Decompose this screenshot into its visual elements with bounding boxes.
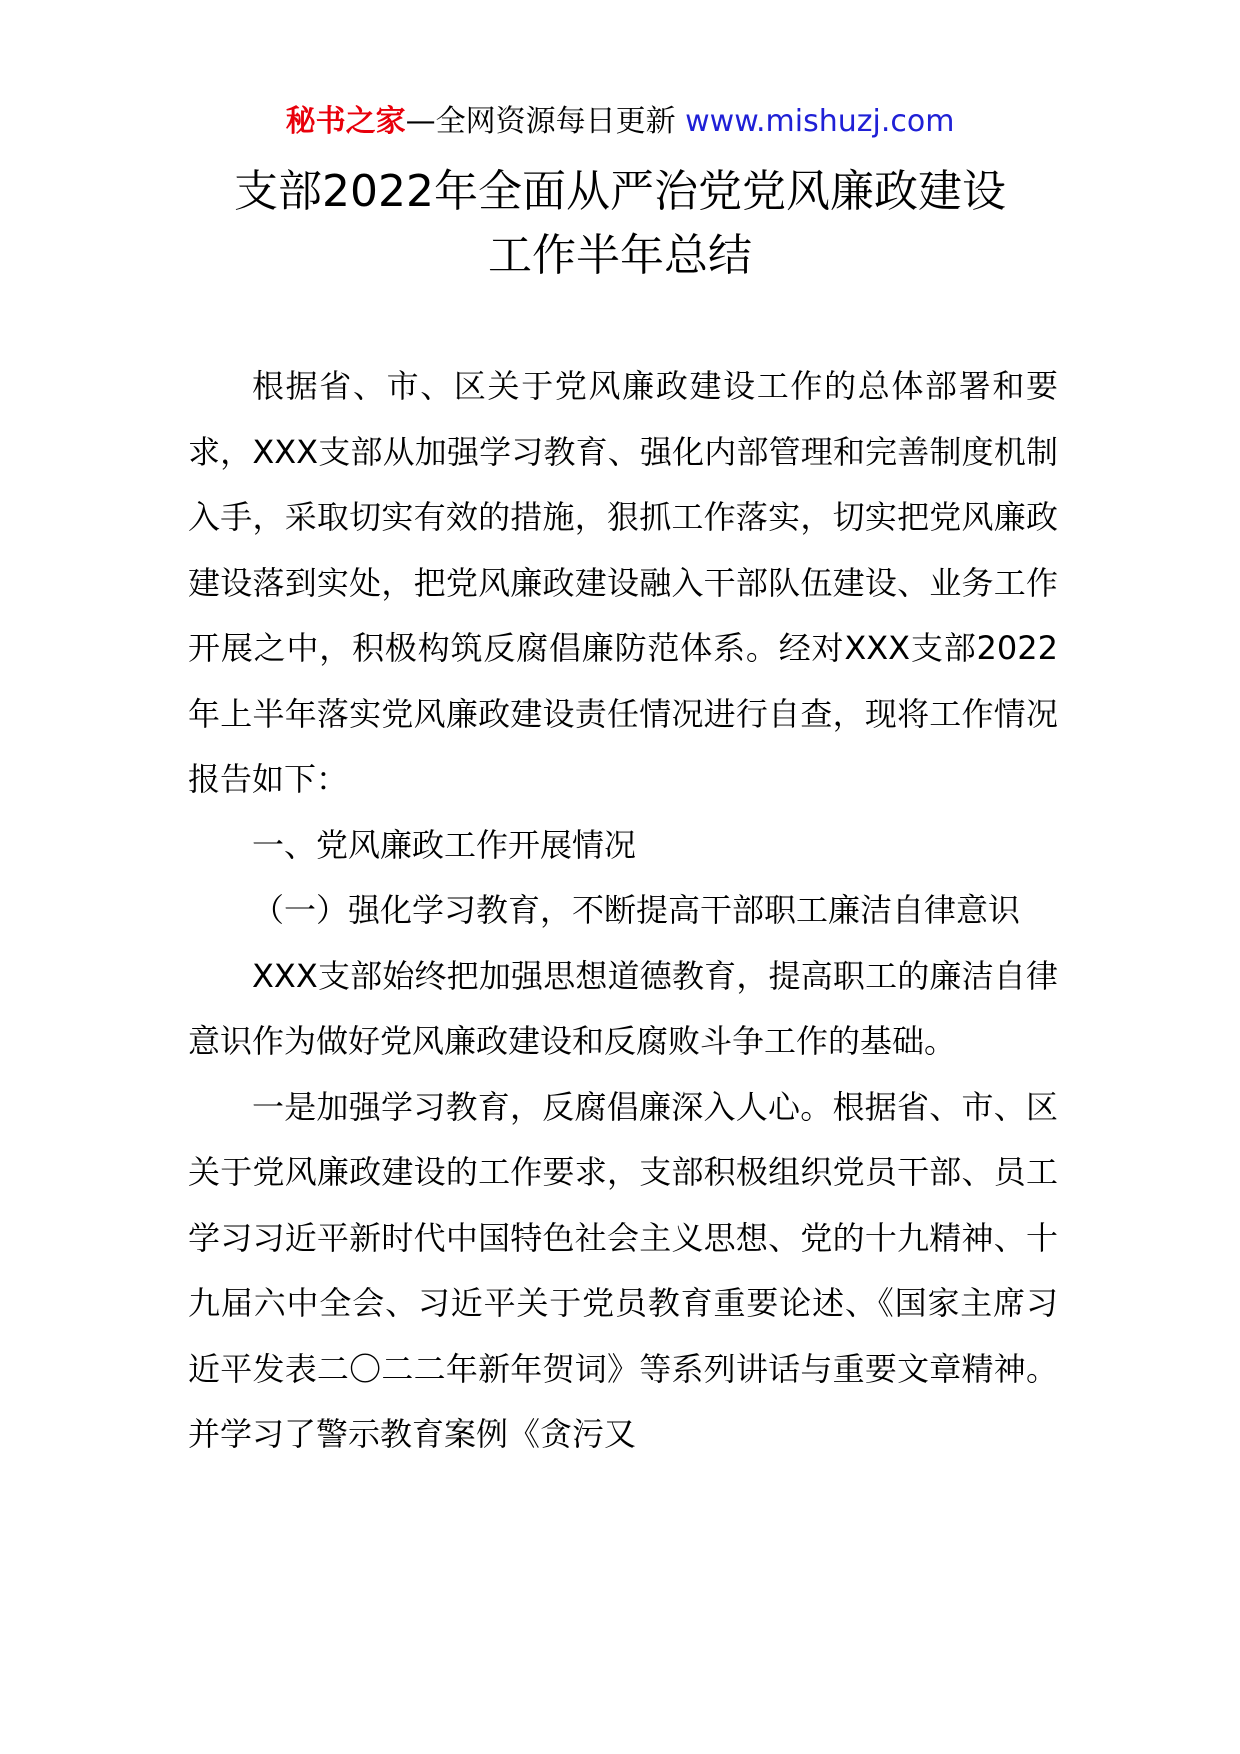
site-url-link[interactable]: www.mishuzj.com: [685, 104, 955, 139]
body-paragraph: 一是加强学习教育，反腐倡廉深入人心。根据省、市、区关于党风廉政建设的工作要求，支部积极组织党员干部、员工学习习近平新时代中国特色社会主义思想、党的十九精神、十九届六中全会、习近平关于党员教育重要论述、《国家主席习近平发表二〇二二年新年贺词》等系列讲话与重要文章精神。并学习了警示教育案例《贪污又: [188, 1087, 1058, 1453]
body-paragraph: XXX支部始终把加强思想道德教育，提高职工的廉洁自律意识作为做好党风廉政建设和反腐败斗争工作的基础。: [188, 956, 1058, 1060]
site-header: [0, 102, 1240, 142]
site-brand: 秘书之家: [285, 104, 406, 139]
body-paragraph-intro: 根据省、市、区关于党风廉政建设工作的总体部署和要求，XXX支部从加强学习教育、强化内部管理和完善制度机制入手，采取切实有效的措施，狠抓工作落实，切实把党风廉政建设落到实处，把党风廉政建设融入干部队伍建设、业务工作开展之中，积极构筑反腐倡廉防范体系。经对XXX支部2022年上半年落实党风廉政建设责任情况进行自查，现将工作情况报告如下：: [188, 367, 1058, 798]
site-tagline: —全网资源每日更新: [405, 104, 686, 139]
document-title-line-2: 工作半年总结: [488, 230, 752, 281]
document-body: [188, 354, 1058, 1468]
document-title-line-1: 支部2022年全面从严治党党风廉政建设: [234, 166, 1006, 217]
subsection-heading-1: （一）强化学习教育，不断提高干部职工廉洁自律意识: [252, 891, 1021, 929]
section-heading-1: 一、党风廉政工作开展情况: [252, 825, 637, 864]
